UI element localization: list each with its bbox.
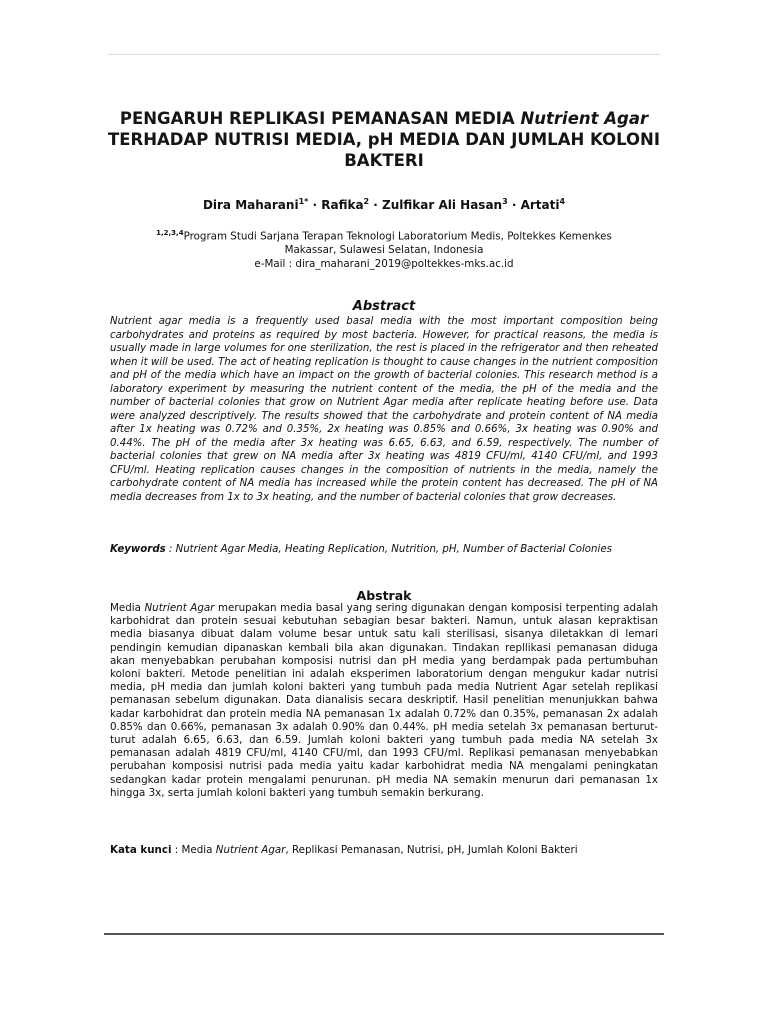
email: e-Mail : dira_maharani_2019@poltekkes-mks.ac.id [254, 258, 514, 270]
title-italic: Nutrient Agar [520, 109, 649, 128]
paper-title [100, 108, 668, 171]
keywords [110, 543, 658, 557]
affiliation-line2: Makassar, Sulawesi Selatan, Indonesia [284, 244, 484, 257]
abstract-text: Nutrient agar media is a frequently used basal media with the most important composition being carbohydrates and proteins as required by most bacteria. However, for practical reasons, the media is usually made in large volumes for one sterilization, the rest is placed in the refrigerator and then reheated when it will be used. The act of heating replication is thought to cause changes in the nutrient composition and pH of the media which have an impact on the growth of bacterial colonies. This research method is a laboratory experiment by measuring the nutrient content of the media, the pH of the media and the number of bacterial colonies that grow on Nutrient Agar media after replicate heating before use. Data were analyzed descriptively. The results showed that the carbohydrate and protein content of NA media after 1x heating was 0.72% and 0.35%, 2x heating was 0.85% and 0.66%, 3x heating was 0.90% and 0.44%. The pH of the media after 3x heating was 6.65, 6.63, and 6.59, respectively. The number of bacterial colonies that grew on NA media after 3x heating was 4819 CFU/ml, 4140 CFU/ml, and 1993 CFU/ml. Heating replication causes changes in the composition of nutrients in the media, namely the carbohydrate content of NA media has increased while the protein content has decreased. The pH of NA media decreases from 1x to 3x heating, and the number of bacterial colonies that grow decreases. [110, 316, 658, 503]
bottom-divider [104, 933, 664, 935]
author-sup: 3 [502, 197, 508, 206]
author-separator: · [308, 198, 322, 212]
author-name: Rafika [321, 198, 364, 212]
keywords-text: : Nutrient Agar Media, Heating Replication, Nutrition, pH, Number of Bacterial Colonies [165, 544, 612, 555]
title-part2: TERHADAP NUTRISI MEDIA, pH MEDIA DAN JUMLAH KOLONI [108, 130, 660, 149]
author-sup: 1* [298, 197, 309, 206]
title-part3: BAKTERI [344, 151, 424, 170]
abstrak-text [110, 602, 658, 800]
title-part1: PENGARUH REPLIKASI PEMANASAN MEDIA [119, 109, 521, 128]
kata-kunci-italic: Nutrient Agar [215, 844, 286, 856]
author-name: Artati [520, 198, 560, 212]
author-list [100, 194, 668, 213]
abstrak-lead: Media [110, 602, 145, 614]
abstrak-lead-italic: Nutrient Agar [144, 602, 215, 614]
affiliation-line1: Program Studi Sarjana Terapan Teknologi Laboratorium Medis, Poltekkes Kemenkes [183, 230, 612, 243]
abstrak-body-text: merupakan media basal yang sering digunakan dengan komposisi terpenting adalah karbohidrat dan protein sesuai kebutuhan sebagian besar bakteri. Namun, untuk alasan kepraktisan media biasanya dibuat dalam volume besar untuk satu kali sterilisasi, sisanya diletakkan di lemari pendingin kemudian dipanaskan kembali bila akan digunakan. Tindakan repllikasi pemanasan diduga akan menyebabkan perubahan komposisi nutrisi dan pH media yang berdampak pada pertumbuhan koloni bakteri. Metode penelitian ini adalah eksperimen laboratorium dengan mengukur kadar nutrisi media, pH media dan jumlah koloni bakteri yang tumbuh pada media Nutrient Agar setelah replikasi pemanasan sebelum digunakan. Data dianalisis secara deskriptif. Hasil penelitian menunjukkan bahwa kadar karbohidrat dan protein media NA pemanasan 1x adalah 0.72% dan 0.35%, pemanasan 2x adalah 0.85% dan 0.66%, pemanasan 3x adalah 0.90% dan 0.44%. pH media setelah 3x pemanasan berturut-turut adalah 6.65, 6.63, dan 6.59. Jumlah koloni bakteri yang tumbuh pada media NA setelah 3x pemanasan adalah 4819 CFU/ml, 4140 CFU/ml, dan 1993 CFU/ml. Replikasi pemanasan menyebabkan perubahan komposisi nutrisi pada media yaitu kadar karbohidrat media NA mengalami peningkatan sedangkan kadar protein mengalami penurunan. pH media NA semakin menurun dari pemanasan 1x hingga 3x, serta jumlah koloni bakteri yang tumbuh semakin berkurang. [110, 602, 659, 799]
top-divider [108, 54, 660, 55]
keywords-label: Keywords [110, 544, 166, 555]
kata-kunci-label: Kata kunci [110, 844, 172, 856]
author-separator: · [507, 198, 521, 212]
author-name: Zulfikar Ali Hasan [382, 198, 503, 212]
abstrak-heading: Abstrak [356, 588, 412, 603]
affiliation [120, 226, 648, 257]
author-name: Dira Maharani [202, 198, 299, 212]
kata-kunci-pre: : Media [171, 844, 216, 856]
author-sup: 4 [559, 197, 566, 206]
kata-kunci-post: , Replikasi Pemanasan, Nutrisi, pH, Jumlah Koloni Bakteri [285, 844, 578, 856]
kata-kunci [110, 843, 658, 857]
abstract-heading: Abstract [352, 299, 416, 314]
author-sup: 2 [363, 197, 370, 206]
affiliation-sup: 1,2,3,4 [156, 229, 184, 237]
author-separator: · [369, 198, 383, 212]
